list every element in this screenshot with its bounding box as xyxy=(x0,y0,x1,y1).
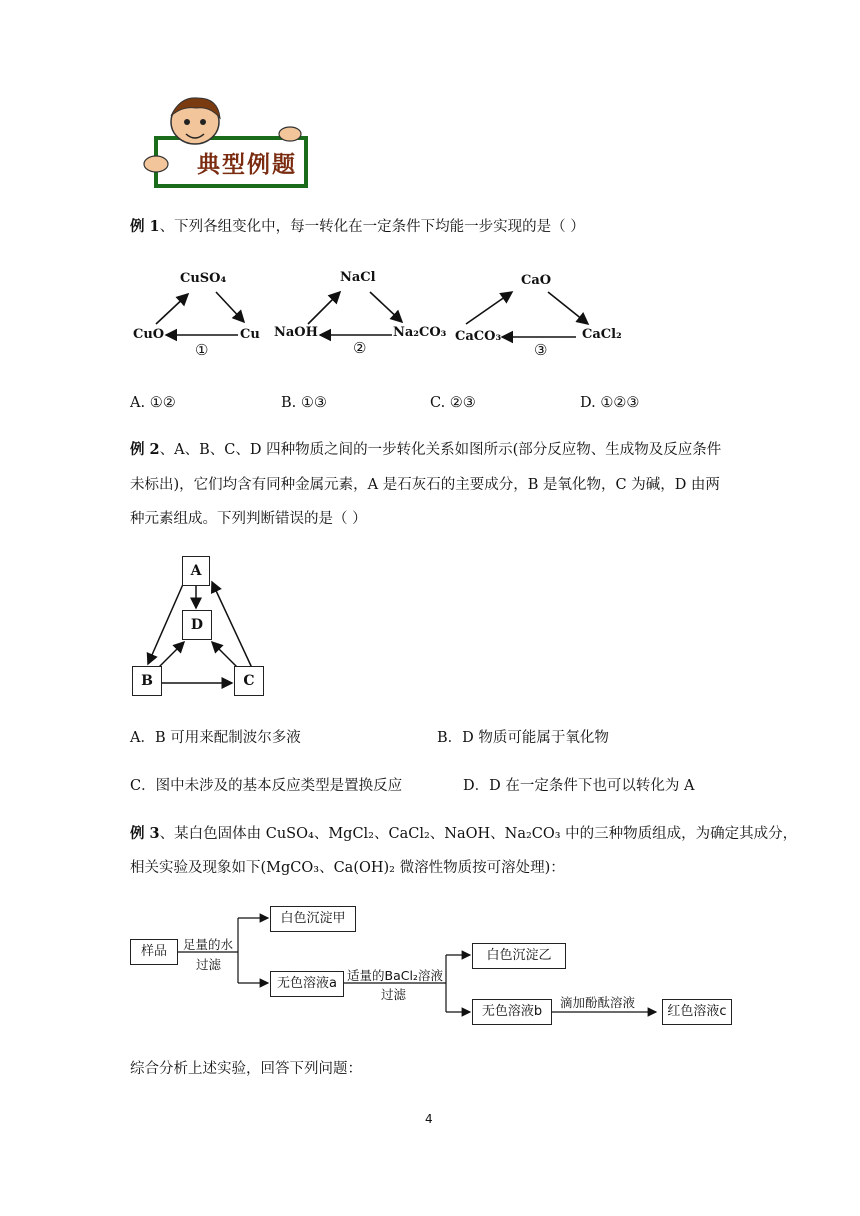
q3-stem-line1: 例 3、某白色固体由 CuSO₄、MgCl₂、CaCl₂、NaOH、Na₂CO₃ 中的三种物质组成，为确定其成分， xyxy=(130,825,798,842)
d2-left: NaOH xyxy=(274,325,318,340)
q2-stem-line1: 例 2、A、B、C、D 四种物质之间的一步转化关系如图所示(部分反应物、生成物及反应条件 xyxy=(130,441,722,458)
d2-right: Na₂CO₃ xyxy=(393,325,447,340)
q3-stem-line2: 相关实验及现象如下(MgCO₃、Ca(OH)₂ 微溶性物质按可溶处理)： xyxy=(130,860,565,876)
d1-right: Cu xyxy=(240,327,260,342)
q3-label: 例 3 xyxy=(130,825,160,842)
q1-option-a: A. ①② xyxy=(130,395,176,411)
flow-solution-b: 无色溶液b xyxy=(472,999,552,1025)
q1-text: 、下列各组变化中，每一转化在一定条件下均能一步实现的是（ ） xyxy=(159,219,585,235)
q2-option-a: A．B 可用来配制波尔多液 xyxy=(130,730,301,746)
q1-option-b: B. ①③ xyxy=(281,395,327,411)
d3-num: ③ xyxy=(534,341,548,359)
node-b: B xyxy=(132,666,162,696)
flow-step3-top: 滴加酚酞溶液 xyxy=(560,995,636,1010)
flow-solution-a: 无色溶液a xyxy=(270,971,344,997)
flow-step1-bottom: 过滤 xyxy=(196,957,222,972)
q1-option-c: C. ②③ xyxy=(430,395,476,411)
flow-solution-c: 红色溶液c xyxy=(662,999,732,1025)
q2-option-d: D．D 在一定条件下也可以转化为 A xyxy=(463,778,695,794)
q1-stem xyxy=(130,216,585,238)
q1-option-d: D. ①②③ xyxy=(580,395,640,411)
q3-after: 综合分析上述实验，回答下列问题： xyxy=(130,1061,362,1077)
flow-sample: 样品 xyxy=(130,939,178,965)
q2-label: 例 2 xyxy=(130,441,160,458)
flow-step1-top: 足量的水 xyxy=(183,937,234,952)
q2-option-c: C．图中未涉及的基本反应类型是置换反应 xyxy=(130,778,403,794)
q2-stem-line3: 种元素组成。下列判断错误的是（ ） xyxy=(130,511,367,527)
d2-num: ② xyxy=(353,339,367,357)
flow-precip1: 白色沉淀甲 xyxy=(270,906,356,932)
flow-step2-bottom: 过滤 xyxy=(381,987,407,1002)
d3-left: CaCO₃ xyxy=(455,329,502,344)
d1-num: ① xyxy=(195,341,209,359)
d3-top: CaO xyxy=(521,273,552,288)
node-c: C xyxy=(234,666,264,696)
flow-step2-top: 适量的BaCl₂溶液 xyxy=(347,968,443,983)
d1-left: CuO xyxy=(133,327,165,342)
page-number: 4 xyxy=(425,1112,433,1126)
d1-top: CuSO₄ xyxy=(180,271,227,286)
d3-right: CaCl₂ xyxy=(582,327,622,342)
q1-label: 例 1 xyxy=(130,218,160,235)
d2-top: NaCl xyxy=(340,270,376,285)
q2-stem-line2: 未标出)，它们均含有同种金属元素，A 是石灰石的主要成分，B 是氧化物，C 为碱，D 由两 xyxy=(130,477,720,493)
node-a: A xyxy=(182,556,210,586)
q2-option-b: B．D 物质可能属于氧化物 xyxy=(437,730,609,746)
badge-title: 典型例题 xyxy=(197,151,297,178)
node-d: D xyxy=(182,610,212,640)
flow-precip2: 白色沉淀乙 xyxy=(472,943,566,969)
header-badge xyxy=(140,92,315,192)
